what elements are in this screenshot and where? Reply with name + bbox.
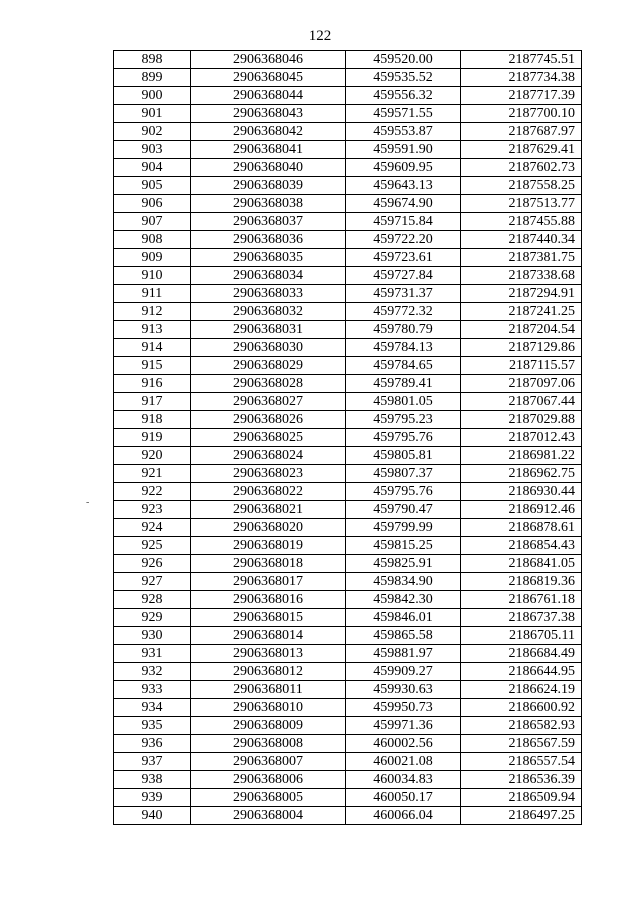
x-coordinate-cell: 459795.76 <box>346 429 461 447</box>
point-number-cell: 921 <box>114 465 191 483</box>
y-coordinate-cell: 2187029.88 <box>461 411 582 429</box>
x-coordinate-cell: 459805.81 <box>346 447 461 465</box>
point-number-cell: 930 <box>114 627 191 645</box>
y-coordinate-cell: 2187241.25 <box>461 303 582 321</box>
table-row <box>114 159 582 177</box>
x-coordinate-cell: 459795.76 <box>346 483 461 501</box>
point-number-cell: 913 <box>114 321 191 339</box>
table-row <box>114 735 582 753</box>
y-coordinate-cell: 2187455.88 <box>461 213 582 231</box>
point-number-cell: 914 <box>114 339 191 357</box>
x-coordinate-cell: 460050.17 <box>346 789 461 807</box>
point-number-cell: 900 <box>114 87 191 105</box>
coordinates-table <box>113 50 582 825</box>
cadastral-id-cell: 2906368006 <box>191 771 346 789</box>
y-coordinate-cell: 2186644.95 <box>461 663 582 681</box>
cadastral-id-cell: 2906368005 <box>191 789 346 807</box>
x-coordinate-cell: 459715.84 <box>346 213 461 231</box>
table-row <box>114 339 582 357</box>
point-number-cell: 939 <box>114 789 191 807</box>
x-coordinate-cell: 459790.47 <box>346 501 461 519</box>
x-coordinate-cell: 459723.61 <box>346 249 461 267</box>
point-number-cell: 925 <box>114 537 191 555</box>
y-coordinate-cell: 2186761.18 <box>461 591 582 609</box>
table-row <box>114 375 582 393</box>
x-coordinate-cell: 460066.04 <box>346 807 461 825</box>
point-number-cell: 899 <box>114 69 191 87</box>
table-row <box>114 681 582 699</box>
table-row <box>114 591 582 609</box>
table-row <box>114 411 582 429</box>
point-number-cell: 917 <box>114 393 191 411</box>
cadastral-id-cell: 2906368038 <box>191 195 346 213</box>
point-number-cell: 938 <box>114 771 191 789</box>
table-row <box>114 519 582 537</box>
table-row <box>114 285 582 303</box>
y-coordinate-cell: 2186567.59 <box>461 735 582 753</box>
x-coordinate-cell: 459799.99 <box>346 519 461 537</box>
point-number-cell: 919 <box>114 429 191 447</box>
x-coordinate-cell: 459674.90 <box>346 195 461 213</box>
x-coordinate-cell: 459772.32 <box>346 303 461 321</box>
point-number-cell: 907 <box>114 213 191 231</box>
x-coordinate-cell: 459731.37 <box>346 285 461 303</box>
cadastral-id-cell: 2906368016 <box>191 591 346 609</box>
x-coordinate-cell: 459722.20 <box>346 231 461 249</box>
y-coordinate-cell: 2186509.94 <box>461 789 582 807</box>
y-coordinate-cell: 2187067.44 <box>461 393 582 411</box>
table-row <box>114 807 582 825</box>
cadastral-id-cell: 2906368039 <box>191 177 346 195</box>
cadastral-id-cell: 2906368040 <box>191 159 346 177</box>
y-coordinate-cell: 2187294.91 <box>461 285 582 303</box>
cadastral-id-cell: 2906368004 <box>191 807 346 825</box>
y-coordinate-cell: 2186841.05 <box>461 555 582 573</box>
y-coordinate-cell: 2187012.43 <box>461 429 582 447</box>
point-number-cell: 909 <box>114 249 191 267</box>
y-coordinate-cell: 2186854.43 <box>461 537 582 555</box>
cadastral-id-cell: 2906368013 <box>191 645 346 663</box>
x-coordinate-cell: 459553.87 <box>346 123 461 141</box>
y-coordinate-cell: 2187115.57 <box>461 357 582 375</box>
y-coordinate-cell: 2187602.73 <box>461 159 582 177</box>
x-coordinate-cell: 459834.90 <box>346 573 461 591</box>
point-number-cell: 903 <box>114 141 191 159</box>
cadastral-id-cell: 2906368043 <box>191 105 346 123</box>
point-number-cell: 932 <box>114 663 191 681</box>
cadastral-id-cell: 2906368009 <box>191 717 346 735</box>
cadastral-id-cell: 2906368020 <box>191 519 346 537</box>
table-row <box>114 663 582 681</box>
cadastral-id-cell: 2906368021 <box>191 501 346 519</box>
cadastral-id-cell: 2906368046 <box>191 51 346 69</box>
point-number-cell: 926 <box>114 555 191 573</box>
cadastral-id-cell: 2906368029 <box>191 357 346 375</box>
y-coordinate-cell: 2186912.46 <box>461 501 582 519</box>
x-coordinate-cell: 460021.08 <box>346 753 461 771</box>
y-coordinate-cell: 2186819.36 <box>461 573 582 591</box>
cadastral-id-cell: 2906368007 <box>191 753 346 771</box>
y-coordinate-cell: 2187129.86 <box>461 339 582 357</box>
y-coordinate-cell: 2186981.22 <box>461 447 582 465</box>
table-row <box>114 501 582 519</box>
cadastral-id-cell: 2906368010 <box>191 699 346 717</box>
cadastral-id-cell: 2906368030 <box>191 339 346 357</box>
x-coordinate-cell: 459795.23 <box>346 411 461 429</box>
y-coordinate-cell: 2186624.19 <box>461 681 582 699</box>
point-number-cell: 918 <box>114 411 191 429</box>
x-coordinate-cell: 459535.52 <box>346 69 461 87</box>
x-coordinate-cell: 459780.79 <box>346 321 461 339</box>
table-row <box>114 789 582 807</box>
x-coordinate-cell: 460002.56 <box>346 735 461 753</box>
x-coordinate-cell: 459815.25 <box>346 537 461 555</box>
y-coordinate-cell: 2187717.39 <box>461 87 582 105</box>
cadastral-id-cell: 2906368018 <box>191 555 346 573</box>
x-coordinate-cell: 459950.73 <box>346 699 461 717</box>
table-row <box>114 267 582 285</box>
cadastral-id-cell: 2906368014 <box>191 627 346 645</box>
point-number-cell: 937 <box>114 753 191 771</box>
y-coordinate-cell: 2186705.11 <box>461 627 582 645</box>
x-coordinate-cell: 459842.30 <box>346 591 461 609</box>
y-coordinate-cell: 2187629.41 <box>461 141 582 159</box>
point-number-cell: 940 <box>114 807 191 825</box>
cadastral-id-cell: 2906368037 <box>191 213 346 231</box>
point-number-cell: 927 <box>114 573 191 591</box>
y-coordinate-cell: 2187440.34 <box>461 231 582 249</box>
point-number-cell: 898 <box>114 51 191 69</box>
y-coordinate-cell: 2187204.54 <box>461 321 582 339</box>
point-number-cell: 905 <box>114 177 191 195</box>
point-number-cell: 924 <box>114 519 191 537</box>
table-row <box>114 231 582 249</box>
cadastral-id-cell: 2906368032 <box>191 303 346 321</box>
table-row <box>114 303 582 321</box>
point-number-cell: 915 <box>114 357 191 375</box>
y-coordinate-cell: 2187338.68 <box>461 267 582 285</box>
table-row <box>114 483 582 501</box>
cadastral-id-cell: 2906368036 <box>191 231 346 249</box>
table-row <box>114 105 582 123</box>
point-number-cell: 931 <box>114 645 191 663</box>
cadastral-id-cell: 2906368044 <box>191 87 346 105</box>
y-coordinate-cell: 2186684.49 <box>461 645 582 663</box>
x-coordinate-cell: 459784.13 <box>346 339 461 357</box>
cadastral-id-cell: 2906368011 <box>191 681 346 699</box>
point-number-cell: 934 <box>114 699 191 717</box>
cadastral-id-cell: 2906368027 <box>191 393 346 411</box>
x-coordinate-cell: 460034.83 <box>346 771 461 789</box>
table-row <box>114 249 582 267</box>
table-row <box>114 573 582 591</box>
cadastral-id-cell: 2906368023 <box>191 465 346 483</box>
point-number-cell: 935 <box>114 717 191 735</box>
cadastral-id-cell: 2906368017 <box>191 573 346 591</box>
y-coordinate-cell: 2187700.10 <box>461 105 582 123</box>
cadastral-id-cell: 2906368031 <box>191 321 346 339</box>
point-number-cell: 911 <box>114 285 191 303</box>
x-coordinate-cell: 459571.55 <box>346 105 461 123</box>
x-coordinate-cell: 459784.65 <box>346 357 461 375</box>
cadastral-id-cell: 2906368028 <box>191 375 346 393</box>
y-coordinate-cell: 2187097.06 <box>461 375 582 393</box>
x-coordinate-cell: 459930.63 <box>346 681 461 699</box>
x-coordinate-cell: 459881.97 <box>346 645 461 663</box>
table-row <box>114 465 582 483</box>
x-coordinate-cell: 459825.91 <box>346 555 461 573</box>
y-coordinate-cell: 2186962.75 <box>461 465 582 483</box>
x-coordinate-cell: 459807.37 <box>346 465 461 483</box>
point-number-cell: 910 <box>114 267 191 285</box>
x-coordinate-cell: 459971.36 <box>346 717 461 735</box>
table-row <box>114 393 582 411</box>
y-coordinate-cell: 2186737.38 <box>461 609 582 627</box>
x-coordinate-cell: 459556.32 <box>346 87 461 105</box>
cadastral-id-cell: 2906368012 <box>191 663 346 681</box>
table-row <box>114 213 582 231</box>
cadastral-id-cell: 2906368008 <box>191 735 346 753</box>
cadastral-id-cell: 2906368041 <box>191 141 346 159</box>
x-coordinate-cell: 459865.58 <box>346 627 461 645</box>
point-number-cell: 904 <box>114 159 191 177</box>
table-row <box>114 717 582 735</box>
x-coordinate-cell: 459643.13 <box>346 177 461 195</box>
coordinates-table-body <box>114 51 582 825</box>
cadastral-id-cell: 2906368035 <box>191 249 346 267</box>
y-coordinate-cell: 2187558.25 <box>461 177 582 195</box>
x-coordinate-cell: 459727.84 <box>346 267 461 285</box>
x-coordinate-cell: 459801.05 <box>346 393 461 411</box>
point-number-cell: 912 <box>114 303 191 321</box>
y-coordinate-cell: 2187513.77 <box>461 195 582 213</box>
cadastral-id-cell: 2906368026 <box>191 411 346 429</box>
x-coordinate-cell: 459909.27 <box>346 663 461 681</box>
table-row <box>114 141 582 159</box>
table-row <box>114 321 582 339</box>
table-row <box>114 645 582 663</box>
x-coordinate-cell: 459609.95 <box>346 159 461 177</box>
table-row <box>114 69 582 87</box>
point-number-cell: 923 <box>114 501 191 519</box>
y-coordinate-cell: 2187687.97 <box>461 123 582 141</box>
table-row <box>114 555 582 573</box>
y-coordinate-cell: 2186930.44 <box>461 483 582 501</box>
table-row <box>114 177 582 195</box>
point-number-cell: 906 <box>114 195 191 213</box>
x-coordinate-cell: 459846.01 <box>346 609 461 627</box>
x-coordinate-cell: 459789.41 <box>346 375 461 393</box>
cadastral-id-cell: 2906368042 <box>191 123 346 141</box>
y-coordinate-cell: 2186600.92 <box>461 699 582 717</box>
y-coordinate-cell: 2187734.38 <box>461 69 582 87</box>
x-coordinate-cell: 459591.90 <box>346 141 461 159</box>
cadastral-id-cell: 2906368024 <box>191 447 346 465</box>
table-row <box>114 51 582 69</box>
point-number-cell: 908 <box>114 231 191 249</box>
cadastral-id-cell: 2906368019 <box>191 537 346 555</box>
point-number-cell: 922 <box>114 483 191 501</box>
cadastral-id-cell: 2906368045 <box>191 69 346 87</box>
table-row <box>114 699 582 717</box>
point-number-cell: 936 <box>114 735 191 753</box>
table-row <box>114 771 582 789</box>
margin-mark: - <box>86 497 90 508</box>
page-number: 122 <box>308 28 332 44</box>
table-row <box>114 447 582 465</box>
table-row <box>114 429 582 447</box>
y-coordinate-cell: 2187745.51 <box>461 51 582 69</box>
y-coordinate-cell: 2186497.25 <box>461 807 582 825</box>
y-coordinate-cell: 2186878.61 <box>461 519 582 537</box>
point-number-cell: 929 <box>114 609 191 627</box>
point-number-cell: 920 <box>114 447 191 465</box>
y-coordinate-cell: 2186536.39 <box>461 771 582 789</box>
x-coordinate-cell: 459520.00 <box>346 51 461 69</box>
point-number-cell: 928 <box>114 591 191 609</box>
table-row <box>114 753 582 771</box>
cadastral-id-cell: 2906368015 <box>191 609 346 627</box>
table-row <box>114 627 582 645</box>
y-coordinate-cell: 2186557.54 <box>461 753 582 771</box>
point-number-cell: 916 <box>114 375 191 393</box>
y-coordinate-cell: 2186582.93 <box>461 717 582 735</box>
point-number-cell: 933 <box>114 681 191 699</box>
cadastral-id-cell: 2906368025 <box>191 429 346 447</box>
point-number-cell: 901 <box>114 105 191 123</box>
table-row <box>114 357 582 375</box>
table-row <box>114 87 582 105</box>
cadastral-id-cell: 2906368033 <box>191 285 346 303</box>
table-row <box>114 609 582 627</box>
table-row <box>114 195 582 213</box>
y-coordinate-cell: 2187381.75 <box>461 249 582 267</box>
table-row <box>114 123 582 141</box>
point-number-cell: 902 <box>114 123 191 141</box>
cadastral-id-cell: 2906368034 <box>191 267 346 285</box>
cadastral-id-cell: 2906368022 <box>191 483 346 501</box>
table-row <box>114 537 582 555</box>
